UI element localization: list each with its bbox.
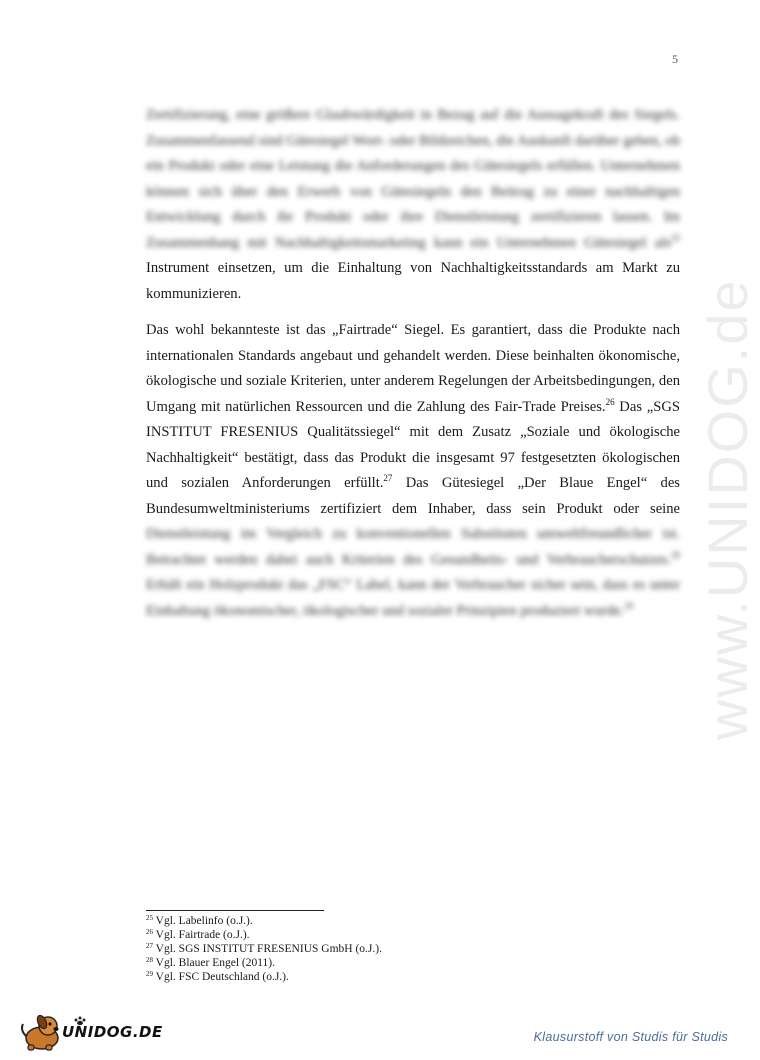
paragraph-1 xyxy=(146,103,680,307)
footer-tagline: Klausurstoff von Studis für Studis xyxy=(533,1030,728,1044)
footnote-text: Vgl. Labelinfo (o.J.). xyxy=(153,915,253,927)
blurred-sentence: Dienstleistung im Vergleich zu konventionellen Substituten umweltfreundlicher ist. Betrachtet werden dabei auch Kriterien des Gesundheits- und Verbraucherschutzes. xyxy=(146,526,680,568)
footnote-ref: 26 xyxy=(605,396,615,407)
dog-mascot-icon xyxy=(22,1014,59,1050)
footnote-ref: 29 xyxy=(624,600,634,611)
footnote-text: Vgl. Fairtrade (o.J.). xyxy=(153,929,250,941)
footnote-item xyxy=(146,942,382,956)
paragraph-2 xyxy=(146,318,680,624)
blurred-text xyxy=(146,526,680,619)
blurred-sentence: Erhält ein Holzprodukt das „FSC“ Label, kann der Verbraucher sicher sein, dass es unter Einhaltung ökonomischer, ökologischer und sozialer Prinzipien produziert wurde. xyxy=(146,577,680,619)
watermark-text: www.UNIDOG.de xyxy=(696,278,759,740)
footnote-number: 29 xyxy=(146,970,153,978)
footnotes xyxy=(146,914,382,984)
footnote-item xyxy=(146,956,382,970)
footnote-text: Vgl. Blauer Engel (2011). xyxy=(153,957,276,969)
paragraph-text: Das wohl bekannteste ist das „Fairtrade“ Siegel. Es garantiert, dass die Produkte nach internationalen Standards angebaut und gehandelt werden. Diese beinhalten ökonomische, ökologische und soziale Kriterien, unter anderem Regelungen der Arbeitsbedingungen, den Umgang mit natürlichen Ressourcen und die Zahlung des Fair-Trade Preises. xyxy=(146,322,680,415)
footnote-separator xyxy=(146,910,324,911)
paragraph-text: Das „SGS INSTITUT FRESENIUS Qualitätssiegel“ mit dem Zusatz „Soziale und ökologische Nachhaltigkeit“ bestätigt, dass das Produkt die insgesamt 97 festgesetzten ökologischen und sozialen Anforderungen erfüllt. xyxy=(146,398,680,491)
footnote-item xyxy=(146,914,382,928)
footnote-number: 25 xyxy=(146,914,153,922)
footnote-number: 26 xyxy=(146,928,153,936)
footnote-text: Vgl. FSC Deutschland (o.J.). xyxy=(153,971,289,983)
footnote-number: 27 xyxy=(146,942,153,950)
page-number: 5 xyxy=(672,52,678,66)
logo-text: UNIDOG.DE xyxy=(62,1023,163,1041)
footnote-ref: 27 xyxy=(383,473,393,483)
footnote-item xyxy=(146,928,382,942)
footnote-number: 28 xyxy=(146,956,153,964)
footnote-ref: 28 xyxy=(671,549,680,560)
visible-text: Instrument einsetzen, um die Einhaltung von Nachhaltigkeitsstandards am Markt zu kommunizieren. xyxy=(146,260,680,302)
footnote-ref: 25 xyxy=(671,232,680,243)
blurred-text xyxy=(146,107,680,251)
footnote-text: Vgl. SGS INSTITUT FRESENIUS GmbH (o.J.). xyxy=(153,943,382,955)
paragraph-text: Das Gütesiegel „Der Blaue Engel“ des Bundesumweltministeriums zertifiziert dem Inhaber, dass sein Produkt oder seine xyxy=(146,475,680,517)
footnote-item xyxy=(146,970,382,984)
blurred-sentence: Zertifizierung, eine größere Glaubwürdigkeit in Bezug auf die Aussagekraft des Siegels. Zusammenfassend sind Gütesiegel Wort- oder Bildzeichen, die Auskunft darüber geben, ob ein Produkt oder eine Leistung die Anforderungen des Gütesiegels erfüllen. Unternehmen können sich über den Erwerb von Gütesiegeln den Beitrag zu einer nachhaltigen Entwicklung durch ihr Produkt oder ihre Dienstleistung zertifizieren lassen. Im Zusammenhang mit Nachhaltigkeitsmarketing kann ein Unternehmen Gütesiegel als xyxy=(146,107,680,251)
